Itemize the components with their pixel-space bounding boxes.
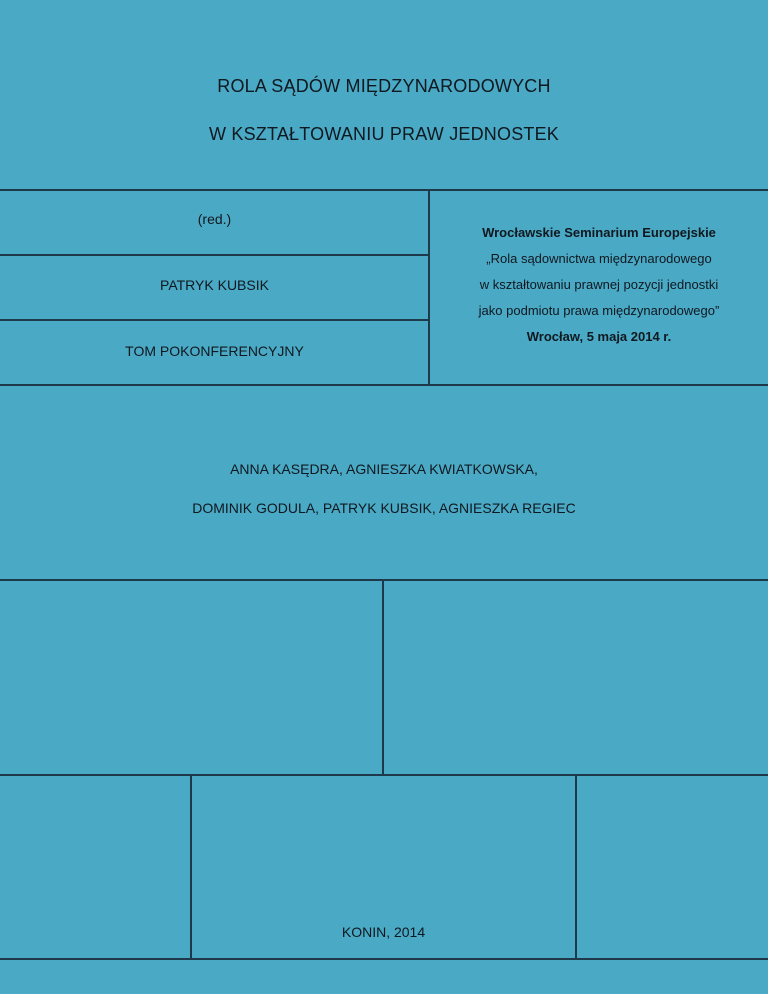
imprint: KONIN, 2014 bbox=[341, 924, 426, 940]
authors-line-2: DOMINIK GODULA, PATRYK KUBSIK, AGNIESZKA REGIEC bbox=[192, 500, 576, 516]
divider-info-bottom bbox=[0, 384, 768, 386]
seminar-place-date: Wrocław, 5 maja 2014 r. bbox=[526, 329, 672, 344]
seminar-topic-line-1: „Rola sądownictwa międzynarodowego bbox=[486, 251, 712, 266]
divider-top bbox=[0, 189, 768, 191]
editor-name: PATRYK KUBSIK bbox=[160, 277, 269, 293]
divider-footer bbox=[0, 958, 768, 960]
divider-authors-bottom bbox=[0, 579, 768, 581]
title-line-1: ROLA SĄDÓW MIĘDZYNARODOWYCH bbox=[217, 76, 551, 96]
title-line-2: W KSZTAŁTOWANIU PRAW JEDNOSTEK bbox=[208, 124, 560, 144]
divider-middle-bottom bbox=[0, 774, 768, 776]
divider-middle-vertical bbox=[382, 579, 384, 775]
authors-line-1: ANNA KASĘDRA, AGNIESZKA KWIATKOWSKA, bbox=[230, 461, 538, 477]
divider-left-2 bbox=[0, 319, 429, 321]
divider-left-1 bbox=[0, 254, 429, 256]
volume-type: TOM POKONFERENCYJNY bbox=[125, 343, 304, 359]
seminar-topic-line-3: jako podmiotu prawa międzynarodowego” bbox=[478, 303, 720, 318]
editor-role: (red.) bbox=[197, 211, 232, 227]
seminar-topic-line-2: w kształtowaniu prawnej pozycji jednostki bbox=[479, 277, 719, 292]
seminar-name: Wrocławskie Seminarium Europejskie bbox=[482, 225, 716, 240]
